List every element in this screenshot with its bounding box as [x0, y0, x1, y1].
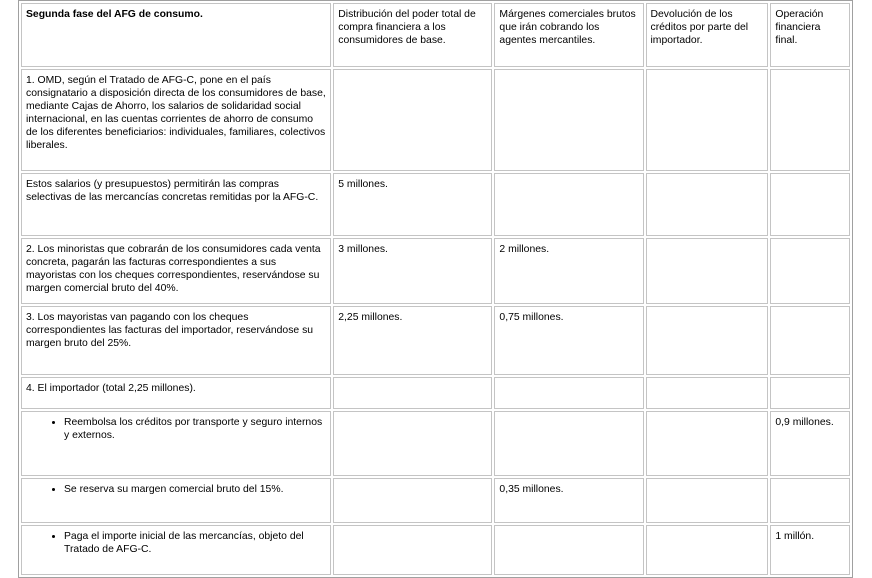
cell-final-operation	[770, 173, 850, 236]
bullet-list	[26, 416, 326, 442]
cell-distribution	[333, 377, 492, 409]
row-description: Estos salarios (y presupuestos) permitirán las compras selectivas de las mercancías concretas remitidas por la AFG-C.	[21, 173, 331, 236]
bullet-list	[26, 483, 326, 496]
cell-final-operation	[770, 69, 850, 171]
cell-margins: 2 millones.	[494, 238, 643, 304]
table-row	[21, 411, 850, 476]
table-row	[21, 69, 850, 171]
header-final-operation: Operación financiera final.	[770, 3, 850, 67]
row-description	[21, 478, 331, 523]
cell-distribution: 5 millones.	[333, 173, 492, 236]
row-description: 1. OMD, según el Tratado de AFG-C, pone en el país consignatario a disposición directa de los consumidores de base, mediante Cajas de Ahorro, los salarios de solidaridad social internacional, en las cuentas corrientes de ahorro de consumo de los diferentes beneficiarios: individuales, familiares, colectivos liberales.	[21, 69, 331, 171]
table-row	[21, 173, 850, 236]
row-description: 3. Los mayoristas van pagando con los cheques correspondientes las facturas del importador, reservándose su margen bruto del 25%.	[21, 306, 331, 375]
cell-final-operation: 0,9 millones.	[770, 411, 850, 476]
cell-final-operation	[770, 478, 850, 523]
cell-final-operation	[770, 377, 850, 409]
cell-credit-return	[646, 173, 769, 236]
header-margins: Márgenes comerciales brutos que irán cobrando los agentes mercantiles.	[494, 3, 643, 67]
cell-distribution: 3 millones.	[333, 238, 492, 304]
header-credit-return: Devolución de los créditos por parte del importador.	[646, 3, 769, 67]
list-item: • Paga el importe inicial de las mercancías, objeto del Tratado de AFG-C.	[64, 530, 326, 556]
table-header-row	[21, 3, 850, 67]
cell-credit-return	[646, 377, 769, 409]
cell-distribution	[333, 69, 492, 171]
afg-consumption-table	[18, 0, 853, 578]
row-description: 2. Los minoristas que cobrarán de los consumidores cada venta concreta, pagarán las facturas correspondientes a sus mayoristas con los cheques correspondientes, reservándose su margen comercial bruto del 40%.	[21, 238, 331, 304]
cell-credit-return	[646, 411, 769, 476]
header-distribution: Distribución del poder total de compra financiera a los consumidores de base.	[333, 3, 492, 67]
cell-credit-return	[646, 525, 769, 575]
cell-final-operation: 1 millón.	[770, 525, 850, 575]
cell-distribution	[333, 411, 492, 476]
row-description	[21, 525, 331, 575]
cell-margins	[494, 69, 643, 171]
list-item: • Reembolsa los créditos por transporte y seguro internos y externos.	[64, 416, 326, 442]
row-description: 4. El importador (total 2,25 millones).	[21, 377, 331, 409]
cell-distribution: 2,25 millones.	[333, 306, 492, 375]
cell-margins: 0,35 millones.	[494, 478, 643, 523]
cell-final-operation	[770, 238, 850, 304]
bullet-list	[26, 530, 326, 556]
cell-margins	[494, 525, 643, 575]
cell-margins	[494, 377, 643, 409]
cell-credit-return	[646, 306, 769, 375]
cell-margins: 0,75 millones.	[494, 306, 643, 375]
row-description	[21, 411, 331, 476]
table-row	[21, 377, 850, 409]
table-row	[21, 306, 850, 375]
table-row	[21, 478, 850, 523]
cell-distribution	[333, 525, 492, 575]
table-row	[21, 238, 850, 304]
cell-credit-return	[646, 69, 769, 171]
cell-margins	[494, 173, 643, 236]
cell-credit-return	[646, 238, 769, 304]
list-item: • Se reserva su margen comercial bruto del 15%.	[64, 483, 326, 496]
table-row	[21, 525, 850, 575]
cell-margins	[494, 411, 643, 476]
cell-credit-return	[646, 478, 769, 523]
header-phase: Segunda fase del AFG de consumo.	[21, 3, 331, 67]
cell-final-operation	[770, 306, 850, 375]
cell-distribution	[333, 478, 492, 523]
